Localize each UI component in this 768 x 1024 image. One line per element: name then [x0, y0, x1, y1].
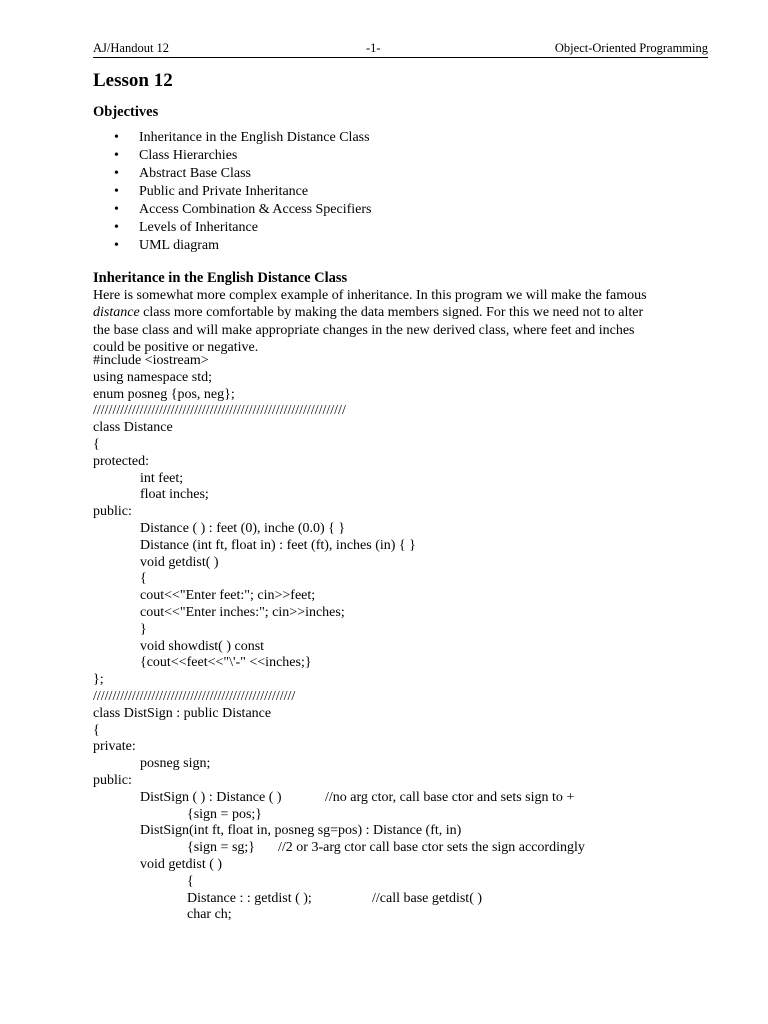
- bullet-icon: •: [114, 130, 119, 145]
- code-text: /////////////////////////////////////////////////////////////////: [93, 403, 346, 419]
- bullet-icon: •: [114, 238, 119, 253]
- code-text: cout<<"Enter inches:"; cin>>inches;: [140, 604, 345, 620]
- page-header: [93, 40, 708, 58]
- code-line: [0, 890, 483, 908]
- objective-item: [0, 237, 372, 255]
- header-course-title: Object-Oriented Programming: [554, 41, 708, 55]
- header-handout-id: AJ/Handout 12: [93, 41, 170, 55]
- bullet-icon: •: [114, 148, 119, 163]
- intro-line-rest: class more comfortable by making the data members signed. For this we need not to alter: [139, 305, 644, 321]
- code-listing: [0, 353, 585, 924]
- code-line: [0, 370, 461, 387]
- code-line: [0, 723, 461, 740]
- objective-item: [0, 183, 372, 201]
- code-line: [0, 756, 461, 773]
- code-line: [0, 739, 461, 756]
- code-line: [0, 639, 461, 656]
- code-line: [0, 789, 575, 807]
- code-text: using namespace std;: [93, 369, 212, 385]
- code-line: [0, 471, 461, 488]
- code-text: float inches;: [140, 487, 209, 503]
- code-line: [0, 504, 461, 521]
- code-line: [0, 840, 585, 857]
- code-text: public:: [93, 504, 132, 520]
- objective-text: Inheritance in the English Distance Class: [139, 130, 370, 145]
- code-line: [0, 387, 461, 404]
- code-comment: //2 or 3-arg ctor call base ctor sets the sign accordingly: [278, 840, 585, 856]
- objective-item: [0, 129, 372, 147]
- code-line: [0, 420, 461, 437]
- code-text: {sign = pos;}: [187, 806, 263, 822]
- code-text: };: [93, 672, 104, 688]
- objective-item: [0, 201, 372, 219]
- code-line: [0, 807, 461, 824]
- code-text: private:: [93, 739, 136, 755]
- code-text: DistSign(int ft, float in, posneg sg=pos) : Distance (ft, in): [140, 823, 462, 839]
- code-line: [0, 454, 461, 471]
- code-line: [0, 588, 461, 605]
- code-line: [0, 403, 461, 420]
- code-line: [0, 874, 461, 891]
- code-text: char ch;: [187, 907, 232, 923]
- code-text: class DistSign : public Distance: [93, 705, 272, 721]
- code-text: public:: [93, 772, 132, 788]
- code-line: [0, 538, 461, 555]
- code-text: }: [140, 621, 147, 637]
- code-text: {: [140, 571, 147, 587]
- objective-item: [0, 165, 372, 183]
- code-comment: //no arg ctor, call base ctor and sets sign to +: [325, 789, 575, 805]
- objectives-list: [0, 129, 372, 255]
- bullet-icon: •: [114, 202, 119, 217]
- code-text: void getdist ( ): [140, 856, 223, 872]
- intro-emphasis: distance: [93, 305, 140, 321]
- lesson-title: Lesson 12: [93, 70, 173, 91]
- intro-line: could be positive or negative.: [93, 339, 259, 355]
- code-text: posneg sign;: [140, 756, 211, 772]
- objective-text: Levels of Inheritance: [139, 220, 258, 235]
- objective-text: Class Hierarchies: [139, 148, 238, 163]
- code-text: Distance ( ) : feet (0), inche (0.0) { }: [140, 520, 346, 536]
- code-line: [0, 773, 461, 790]
- code-text: class Distance: [93, 420, 173, 436]
- code-text: {: [93, 722, 100, 738]
- header-page-number: -1-: [366, 41, 381, 55]
- code-line: [0, 555, 461, 572]
- code-text: {cout<<feet<<"\'-" <<inches;}: [140, 655, 312, 671]
- objective-item: [0, 147, 372, 165]
- intro-paragraph: [93, 287, 713, 356]
- code-text: {: [187, 873, 194, 889]
- code-text: {: [93, 436, 100, 452]
- code-line: [0, 857, 461, 874]
- bullet-icon: •: [114, 220, 119, 235]
- code-text: Distance : : getdist ( );: [187, 890, 312, 906]
- code-line: [0, 353, 461, 370]
- code-line: [0, 672, 461, 689]
- bullet-icon: •: [114, 184, 119, 199]
- code-text: DistSign ( ) : Distance ( ): [140, 789, 282, 805]
- code-text: ////////////////////////////////////////////////////: [93, 688, 296, 704]
- objective-text: Access Combination & Access Specifiers: [139, 202, 372, 217]
- intro-line: the base class and will make appropriate changes in the new derived class, where feet and inches: [93, 322, 635, 338]
- code-text: enum posneg {pos, neg};: [93, 386, 235, 402]
- objective-text: UML diagram: [139, 238, 219, 253]
- code-line: [0, 521, 461, 538]
- code-line: [0, 622, 461, 639]
- code-text: {sign = sg;}: [187, 840, 256, 856]
- objective-text: Abstract Base Class: [139, 166, 251, 181]
- code-text: int feet;: [140, 470, 184, 486]
- intro-line: [93, 304, 713, 321]
- code-line: [0, 571, 461, 588]
- section-heading: Inheritance in the English Distance Class: [93, 270, 348, 286]
- code-line: [0, 487, 461, 504]
- code-line: [0, 605, 461, 622]
- code-line: [0, 823, 461, 840]
- code-line: [0, 689, 461, 706]
- code-text: void showdist( ) const: [140, 638, 265, 654]
- code-line: [0, 706, 461, 723]
- code-text: #include <iostream>: [93, 353, 209, 368]
- intro-line: Here is somewhat more complex example of inheritance. In this program we will make the famous: [93, 288, 647, 303]
- bullet-icon: •: [114, 166, 119, 181]
- objective-item: [0, 219, 372, 237]
- objectives-heading: Objectives: [93, 104, 159, 120]
- code-text: Distance (int ft, float in) : feet (ft), inches (in) { }: [140, 537, 416, 553]
- code-line: [0, 655, 461, 672]
- code-line: [0, 907, 461, 924]
- code-text: void getdist( ): [140, 554, 219, 570]
- code-text: protected:: [93, 453, 149, 469]
- code-text: cout<<"Enter feet:"; cin>>feet;: [140, 588, 316, 604]
- code-comment: //call base getdist( ): [372, 890, 483, 906]
- code-line: [0, 437, 461, 454]
- objective-text: Public and Private Inheritance: [139, 184, 309, 199]
